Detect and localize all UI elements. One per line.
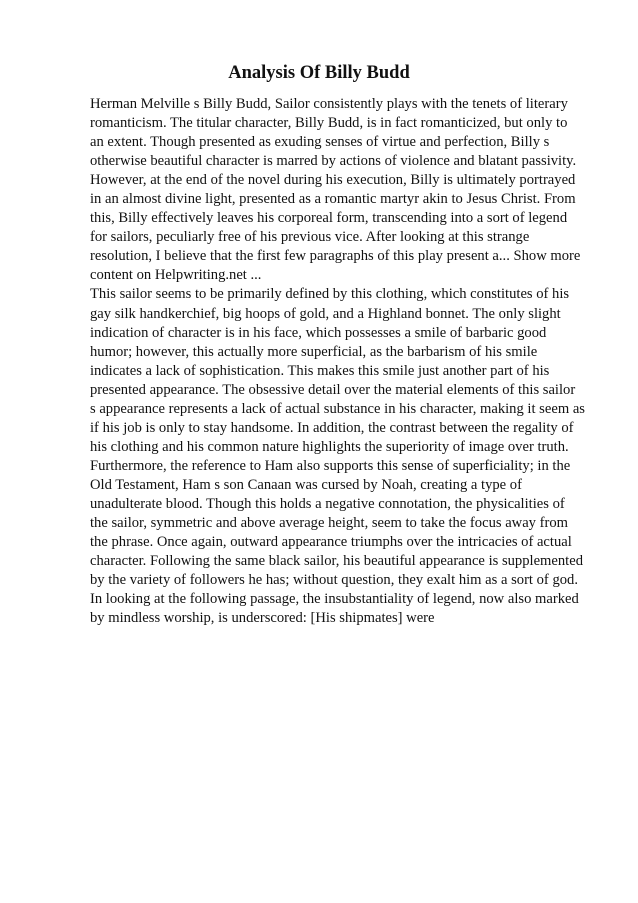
body-line: content on Helpwriting.net ...: [90, 267, 262, 284]
body-line: by mindless worship, is underscored: [His shipmates] were: [90, 610, 435, 627]
body-line: if his job is only to stay handsome. In addition, the contrast between the regality of: [90, 419, 574, 436]
body-line: gay silk handkerchief, big hoops of gold, and a Highland bonnet. The only slight: [90, 305, 561, 322]
body-line: this, Billy effectively leaves his corporeal form, transcending into a sort of legend: [90, 210, 568, 227]
body-line: Old Testament, Ham s son Canaan was cursed by Noah, creating a type of: [90, 476, 522, 493]
body-line: the phrase. Once again, outward appearance triumphs over the intricacies of actual: [90, 534, 572, 551]
body-line: indicates a lack of sophistication. This makes this smile just another part of his: [90, 362, 550, 379]
body-line: indication of character is in his face, which possesses a smile of barbaric good: [90, 324, 547, 341]
body-line: Furthermore, the reference to Ham also supports this sense of superficiality; in the: [90, 457, 571, 474]
body-line: Herman Melville s Billy Budd, Sailor consistently plays with the tenets of literary: [90, 96, 568, 112]
body-line: unadulterate blood. Though this holds a negative connotation, the physicalities of: [90, 495, 565, 512]
body-line: However, at the end of the novel during his execution, Billy is ultimately portrayed: [90, 172, 576, 189]
body-line: humor; however, this actually more superficial, as the barbarism of his smile: [90, 343, 538, 360]
body-line: In looking at the following passage, the insubstantiality of legend, now also marked: [90, 591, 579, 608]
document-body: [90, 95, 585, 628]
body-line: character. Following the same black sailor, his beautiful appearance is supplemented: [90, 553, 584, 570]
body-line: resolution, I believe that the first few paragraphs of this play present a... Show more: [90, 248, 581, 265]
body-line: in an almost divine light, presented as a romantic martyr akin to Jesus Christ. From: [90, 191, 576, 208]
body-line: romanticism. The titular character, Billy Budd, is in fact romanticized, but only to: [90, 115, 568, 132]
body-line: the sailor, symmetric and above average height, seem to take the focus away from: [90, 515, 568, 532]
body-line: presented appearance. The obsessive detail over the material elements of this sailor: [90, 381, 576, 398]
body-line: an extent. Though presented as exuding senses of virtue and perfection, Billy s: [90, 134, 550, 151]
body-line: by the variety of followers he has; without question, they exalt him as a sort of god.: [90, 572, 578, 589]
body-line: his clothing and his common nature highlights the superiority of image over truth.: [90, 438, 569, 455]
body-line: s appearance represents a lack of actual substance in his character, making it seem as: [90, 400, 585, 417]
document-title: Analysis Of Billy Budd: [228, 63, 410, 83]
body-line: for sailors, peculiarly free of his previous vice. After looking at this strange: [90, 229, 530, 246]
body-line: otherwise beautiful character is marred by actions of violence and blatant passivity.: [90, 153, 577, 170]
body-line: This sailor seems to be primarily defined by this clothing, which constitutes of his: [90, 286, 570, 303]
